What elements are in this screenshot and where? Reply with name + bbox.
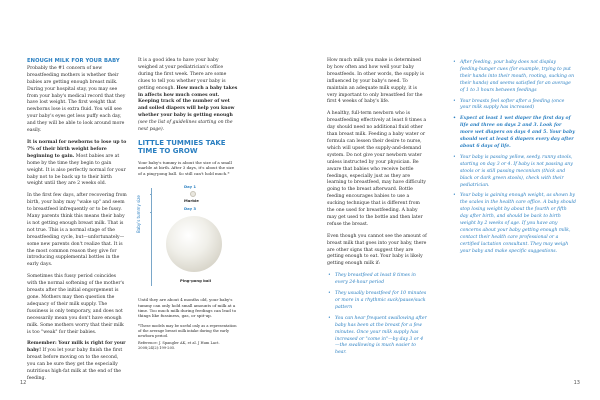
day-1-label: Day 1	[184, 184, 197, 190]
paragraph: Sometimes this fussy period coincides with the normal softening of the mother's breasts after the initial engorgement is gone. Mothers may then question the adequacy of their milk supply. The fussiness is only temporary, and does not necessarily mean you don't have enough milk. Some mothers worry that their milk is too "weak" for their babies.	[27, 274, 125, 335]
paragraph	[138, 58, 238, 134]
paragraph: How much milk you make is determined by how often and how well your baby breastfeeds. In other words, the supply is influenced by your baby's need. To maintain an adequate milk supply, it is very important to only breastfeed for the first 4 weeks of baby's life.	[327, 58, 424, 105]
figure-caption: Your baby's tummy is about the size of a small marble at birth. After 3 days, it's about the size of a ping-pong ball. So still can't hold much.*	[138, 159, 235, 176]
page-number-right: 13	[573, 380, 580, 386]
paragraph-text: It is a good idea to have your baby weighed at your pediatrician's office during the first week. There are some clues to tell you whether your baby is getting enough.	[138, 58, 227, 91]
footnote: *These models may be useful only as a representation of the average breast milk intake during the early newborn period.	[138, 323, 237, 338]
ping-pong-label: Ping-pong ball	[180, 278, 212, 284]
paragraph	[27, 341, 127, 382]
paragraph	[27, 140, 127, 188]
list-item: • Your baby is gaining enough weight, as shown by the scales in the health care office. A baby should stop losing weight by about the fourth or fifth day after birth, and should be back to birth weight by 2 weeks of age. If you have any concerns about your baby getting enough milk, contact their health care professional or a certified lactation consultant. They may weigh your baby and make specific suggestions.	[460, 193, 576, 255]
column-4	[452, 60, 576, 260]
emphasis: Remember: Your milk is right for your baby!	[27, 341, 126, 354]
paragraph-text: Most babies are at home by the time they begin to gain weight. It is also perfectly normal for your baby not to be back up to their birth weight until they are 2 weeks old.	[27, 153, 126, 187]
axis-line	[151, 188, 152, 286]
list-item-emphasis: • Expect at least 1 wet diaper the first day of life and three on days 2 and 3. Look for more wet diapers on days 4 and 5. Your baby should wet at least 6 diapers every day after about 6 days of life.	[460, 116, 576, 151]
list-item: • They usually breastfeed for 10 minutes or more in a rhythmic suck/pause/suck pattern	[335, 291, 427, 312]
list-item: • They breastfeed at least 8 times in every 24-hour period	[335, 273, 427, 287]
column-2	[138, 58, 238, 351]
italic-note: (see the list of guidelines starting on the next page).	[138, 120, 233, 133]
list-item: • After feeding, your baby does not display feeding-hunger cues (for example, trying to put their hands into their mouth, rooting, sucking on their hands) and seems satisfied for an average of 1 to 3 hours between feedings	[460, 60, 576, 95]
tummy-size-figure	[138, 178, 238, 293]
signs-list	[327, 273, 427, 357]
paragraph: Probably the #1 concern of new breastfeeding mothers is whether their babies are getting enough breast milk. During your hospital stay, you may see from your baby's medical record that they have lost weight. The first weight that newborns lose is extra fluid. You will see your baby's eyes get less puffy each day, and they will be able to look around more easily.	[27, 65, 126, 134]
marble-illustration	[190, 191, 196, 197]
subsection-heading: LITTLE TUMMIES TAKE TIME TO GROW	[138, 138, 226, 155]
ping-pong-ball-illustration	[166, 216, 222, 272]
marble-label: Marble	[184, 198, 199, 204]
paragraph: Until they are about 4 months old, your baby's tummy can only hold small amounts of milk at a time. Too much milk during feedings can lead to things like fussiness, gas, or spit-up.	[138, 297, 237, 319]
column-3	[327, 58, 427, 361]
section-heading: ENOUGH MILK FOR YOUR BABY	[27, 58, 120, 64]
paragraph-text: If you let your baby finish the first breast before moving on to the second, you can be sure they get the especially nutritious high-fat milk at the end of the feeding.	[27, 348, 123, 381]
reference: Reference: J. Spangler AK, et al. J Hum Lact. 2008;24(2):199-205.	[138, 340, 220, 350]
signs-list-continued	[452, 60, 576, 256]
paragraph: Even though you cannot see the amount of breast milk that goes into your baby, there are other signs that suggest they are getting enough to eat. Your baby is likely getting enough milk if:	[327, 233, 427, 267]
figure-y-label: Baby's tummy size	[136, 195, 141, 234]
list-item: • Your breasts feel softer after a feeding (once your milk supply has increased)	[460, 99, 576, 113]
paragraph: A healthy, full-term newborn who is breastfeeding effectively at least 8 times a day should need no additional fluid other than breast milk. Feeding a baby water or formula can lessen their desire to nurse, which will upset the supply-and-demand system. Do not give your newborn water unless instructed by your physician. Be aware that babies who receive bottle feedings, especially just as they are learning to breastfeed, may have difficulty going to the breast afterward. Bottle feeding encourages babies to use a sucking technique that is different from the one used for breastfeeding. A baby may get used to the bottle and then later refuse the breast.	[327, 111, 427, 227]
column-1	[27, 58, 127, 388]
page-number-left: 12	[20, 380, 27, 386]
paragraph: In the first few days, after recovering from birth, your baby may "wake up" and seem to breastfeed infrequently or to be fussy. Many parents think this means their baby is not getting enough breast milk. That is not true. This is a normal stage of the breastfeeding cycle, but—unfortunately—some new parents don't realize that. It is the most common reason they give for introducing supplemental bottles in the early days.	[27, 193, 127, 268]
emphasis: How much a baby takes in affects how much comes out. Keeping track of the number of wet and soiled diapers will help you know whether your baby is getting enough	[138, 85, 238, 119]
day-3-label: Day 3	[184, 206, 197, 212]
emphasis: It is normal for newborns to lose up to 7% of their birth weight before beginning to gain.	[27, 139, 127, 159]
list-item: • Your baby is passing yellow, seedy, runny stools, starting on day 3 or 4. If baby is not passing any stools or is still passing meconium (thick and black or dark green stools), check with their pediatrician.	[460, 155, 576, 190]
list-item: • You can hear frequent swallowing after baby has been at the breast for a few minutes. Once your milk supply has increased or "come in"—by day 3 or 4—the swallowing is much easier to hear.	[335, 316, 427, 357]
